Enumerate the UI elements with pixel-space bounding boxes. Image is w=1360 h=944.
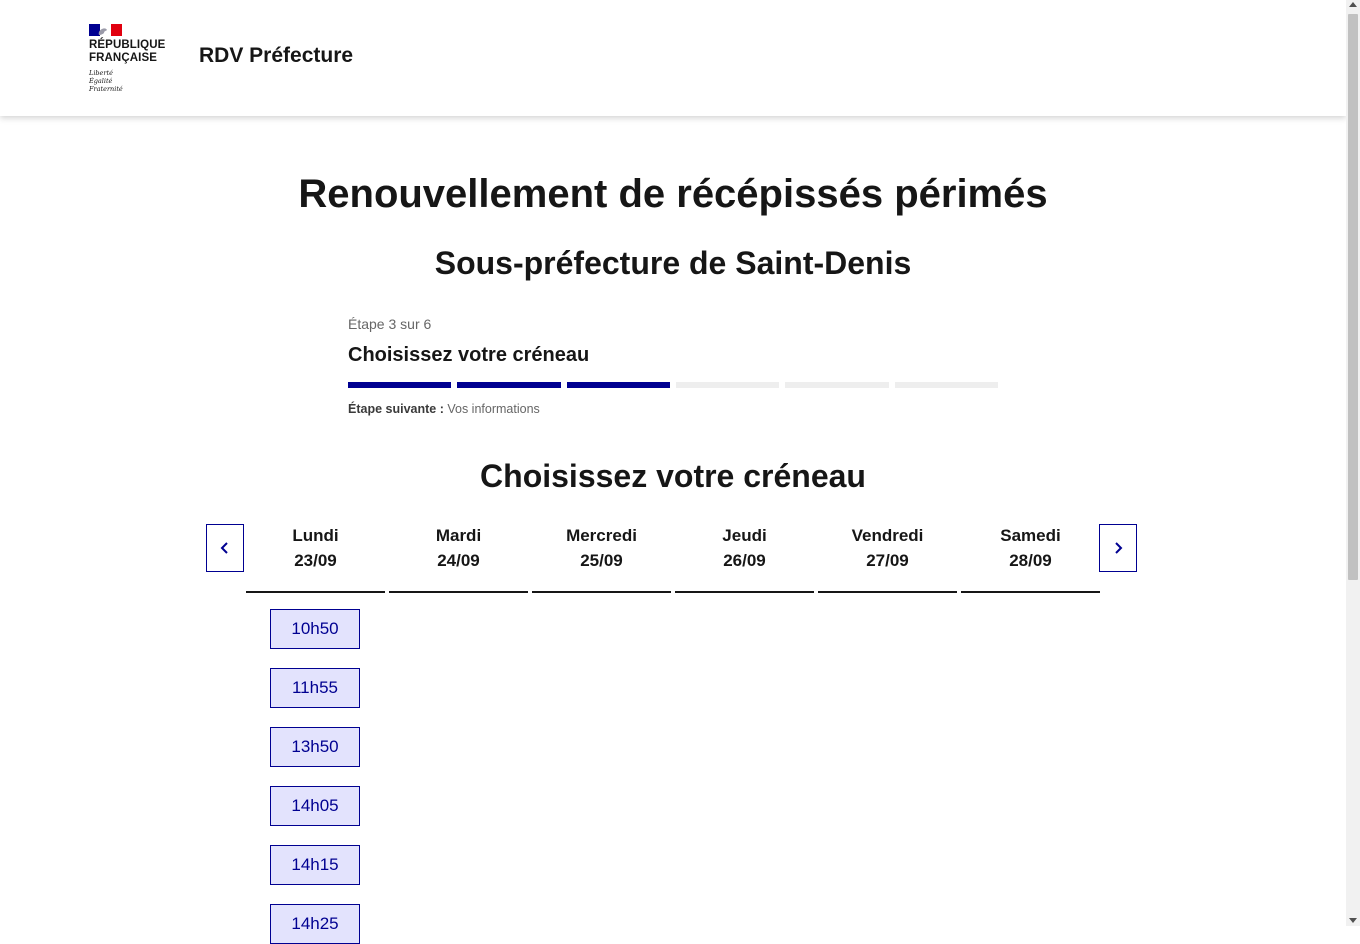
day-column-header xyxy=(246,524,385,593)
time-slot-button[interactable]: 13h50 xyxy=(270,727,360,767)
day-name: Mardi xyxy=(435,526,482,545)
stepper xyxy=(348,316,998,416)
day-name: Samedi xyxy=(1000,526,1061,545)
day-column-header xyxy=(389,524,528,593)
site-header xyxy=(0,0,1346,116)
day-name: Vendredi xyxy=(851,526,924,545)
chevron-right-icon xyxy=(1111,541,1125,555)
scrollbar-thumb[interactable] xyxy=(1348,14,1358,580)
day-column-header xyxy=(532,524,671,593)
stepper-bar-3 xyxy=(567,382,670,388)
current-step-title: Choisissez votre créneau xyxy=(348,344,590,366)
day-name: Jeudi xyxy=(722,526,767,545)
republique-francaise-text: RÉPUBLIQUE FRANÇAISE xyxy=(89,39,166,64)
next-step-value: Vos informations xyxy=(447,402,540,416)
day-date: 27/09 xyxy=(866,551,909,570)
day-date: 25/09 xyxy=(580,551,623,570)
page-title: Renouvellement de récépissés périmés xyxy=(298,172,1048,216)
scroll-up-arrow-icon[interactable] xyxy=(1349,2,1357,7)
time-slot-button[interactable]: 14h05 xyxy=(270,786,360,826)
day-column-header xyxy=(675,524,814,593)
stepper-bar-1 xyxy=(348,382,451,388)
time-slot-button[interactable]: 11h55 xyxy=(270,668,360,708)
day-name: Mercredi xyxy=(566,526,637,545)
next-step-info xyxy=(348,402,540,416)
day-column-header xyxy=(961,524,1100,593)
stepper-bar-6 xyxy=(895,382,998,388)
day-column-header xyxy=(818,524,957,593)
republique-francaise-logo[interactable] xyxy=(89,24,179,93)
day-name: Lundi xyxy=(292,526,339,545)
next-week-button[interactable] xyxy=(1099,524,1137,572)
stepper-bar-5 xyxy=(785,382,888,388)
page-subtitle: Sous-préfecture de Saint-Denis xyxy=(434,245,912,281)
time-slot-button[interactable]: 14h15 xyxy=(270,845,360,885)
devise-text: Liberté Égalité Fraternité xyxy=(89,69,123,93)
next-step-label: Étape suivante : xyxy=(348,402,444,416)
day-date: 23/09 xyxy=(294,551,337,570)
day-date: 28/09 xyxy=(1009,551,1052,570)
previous-week-button[interactable] xyxy=(206,524,244,572)
stepper-bar-2 xyxy=(457,382,560,388)
marianne-flag-icon xyxy=(89,24,122,36)
vertical-scrollbar[interactable] xyxy=(1346,0,1360,926)
scroll-down-arrow-icon[interactable] xyxy=(1349,918,1357,923)
step-count: Étape 3 sur 6 xyxy=(348,316,432,332)
stepper-progress-bars xyxy=(348,382,998,388)
stepper-bar-4 xyxy=(676,382,779,388)
service-title[interactable]: RDV Préfecture xyxy=(199,44,354,67)
time-slot-button[interactable]: 14h25 xyxy=(270,904,360,944)
day-date: 26/09 xyxy=(723,551,766,570)
time-slot-button[interactable]: 10h50 xyxy=(270,609,360,649)
calendar-section-title: Choisissez votre créneau xyxy=(480,458,866,494)
chevron-left-icon xyxy=(218,541,232,555)
day-date: 24/09 xyxy=(437,551,480,570)
